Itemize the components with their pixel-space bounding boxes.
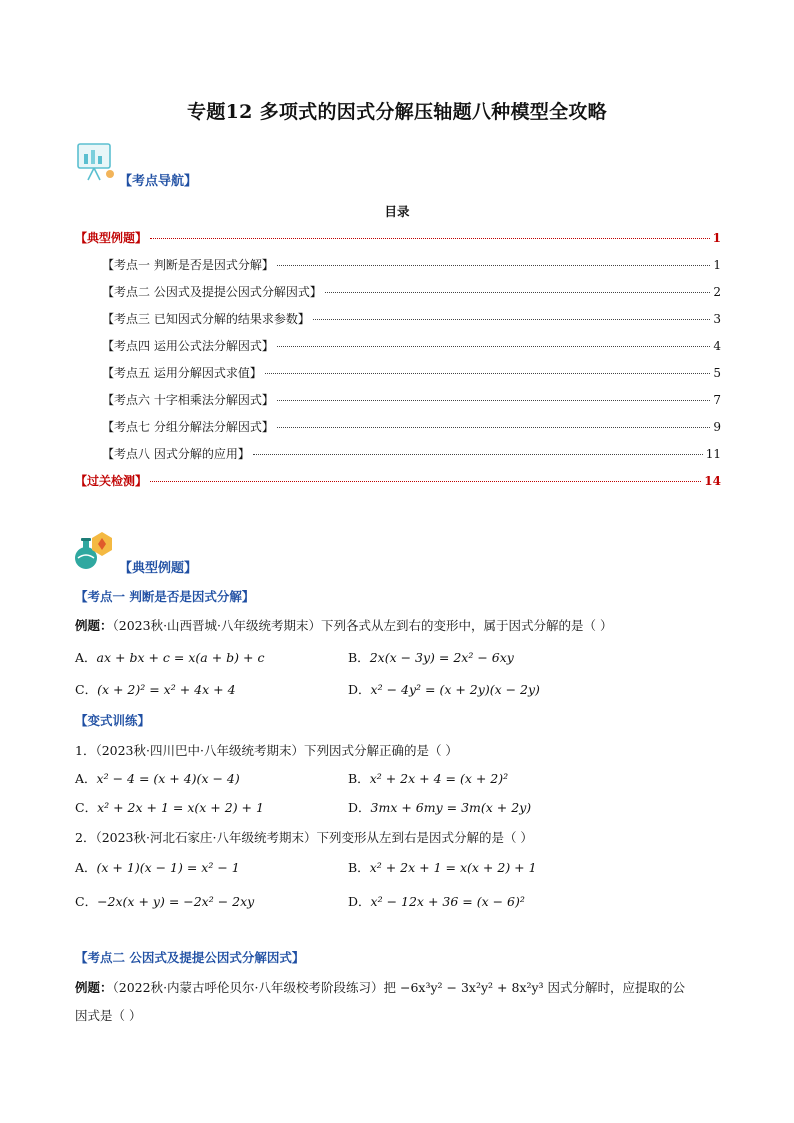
option-expression: x² + 2x + 1 = x(x + 2) + 1: [97, 800, 264, 815]
toc-page: 1: [713, 258, 721, 272]
toc-leader: [325, 292, 711, 293]
toc-row-topic-5[interactable]: [102, 364, 721, 380]
toc-leader: [277, 400, 711, 401]
option-expression: −2x(x + y) = −2x² − 2xy: [97, 894, 255, 909]
toc-label: 【考点五 运用分解因式求值】: [102, 366, 262, 380]
toc-label: 【考点一 判断是否是因式分解】: [102, 258, 274, 272]
q1-option-c[interactable]: [75, 798, 264, 816]
option-letter: A．: [75, 771, 97, 786]
toc-page: 4: [713, 339, 721, 353]
toc-row-topic-2[interactable]: [102, 283, 721, 299]
variant-question-1: 1．（2023秋·四川巴中·八年级统考期末）下列因式分解正确的是（ ）: [75, 743, 458, 758]
toc-page: 7: [713, 393, 721, 407]
example-question: （2023秋·山西晋城·八年级统考期末）下列各式从左到右的变形中，属于因式分解的是（ ）: [112, 618, 613, 633]
example-option-a[interactable]: [75, 648, 264, 666]
option-expression: x² − 4y² = (x + 2y)(x − 2y): [370, 682, 540, 697]
topic-2-example-cont: 因式是（ ）: [75, 1008, 142, 1023]
toc-page: 1: [712, 231, 721, 245]
example-option-c[interactable]: [75, 680, 236, 698]
toc-row-checkpoint[interactable]: [75, 472, 721, 488]
toc-row-topic-1[interactable]: [102, 256, 721, 272]
option-expression: x² + 2x + 4 = (x + 2)²: [369, 771, 509, 786]
option-letter: A．: [75, 650, 97, 665]
nav-header: 【考点导航】: [119, 174, 198, 189]
option-letter: D．: [348, 682, 371, 697]
example-header: 【典型例题】: [119, 561, 198, 576]
toc-leader: [150, 481, 701, 482]
toc-row-topic-8[interactable]: [102, 445, 721, 461]
topic-1-title: 【考点一 判断是否是因式分解】: [75, 589, 255, 604]
option-letter: B．: [348, 860, 370, 875]
q1-option-d[interactable]: [348, 798, 531, 816]
toc-title: 目录: [384, 204, 410, 219]
option-letter: C．: [75, 894, 98, 909]
q1-option-b[interactable]: [348, 769, 508, 787]
example-label: 例题：: [75, 980, 113, 995]
example-option-d[interactable]: [348, 680, 540, 698]
toc-row-topic-3[interactable]: [102, 310, 721, 326]
option-letter: D．: [348, 800, 371, 815]
toc-page: 14: [704, 474, 721, 488]
option-letter: A．: [75, 860, 97, 875]
presentation-board-icon: [74, 140, 116, 182]
q2-option-a[interactable]: [75, 858, 240, 876]
option-letter: C．: [75, 682, 98, 697]
option-expression: 3mx + 6my = 3m(x + 2y): [370, 800, 532, 815]
option-letter: B．: [348, 771, 370, 786]
example-label: 例题：: [75, 618, 113, 633]
option-letter: D．: [348, 894, 371, 909]
option-expression: 2x(x − 3y) = 2x² − 6xy: [369, 650, 514, 665]
toc-page: 9: [713, 420, 721, 434]
topic-2-example: [75, 978, 725, 996]
toc-label: 【过关检测】: [75, 474, 148, 488]
toc-leader: [265, 373, 711, 374]
toc-label: 【考点二 公因式及提提公因式分解因式】: [102, 285, 322, 299]
toc-row-topic-7[interactable]: [102, 418, 721, 434]
toc-page: 2: [713, 285, 721, 299]
toc-label: 【考点三 已知因式分解的结果求参数】: [102, 312, 310, 326]
q1-option-a[interactable]: [75, 769, 240, 787]
toc-label: 【考点六 十字相乘法分解因式】: [102, 393, 274, 407]
variant-question-2: 2．（2023秋·河北石家庄·八年级统考期末）下列变形从左到右是因式分解的是（ ）: [75, 830, 533, 845]
toc-leader: [313, 319, 711, 320]
q2-option-d[interactable]: [348, 892, 525, 910]
toc-row-examples[interactable]: [75, 229, 721, 245]
toc-leader: [253, 454, 703, 455]
option-expression: x² − 4 = (x + 4)(x − 4): [96, 771, 240, 786]
toc-leader: [277, 265, 711, 266]
toc-row-topic-6[interactable]: [102, 391, 721, 407]
toc-row-topic-4[interactable]: [102, 337, 721, 353]
q2-option-c[interactable]: [75, 892, 254, 910]
option-letter: B．: [348, 650, 370, 665]
option-expression: (x + 2)² = x² + 4x + 4: [97, 682, 236, 697]
topic-2-title: 【考点二 公因式及提提公因式分解因式】: [75, 950, 305, 965]
toc-leader: [277, 427, 711, 428]
toc-label: 【考点七 分组分解法分解因式】: [102, 420, 274, 434]
topic-1-example: [75, 616, 613, 634]
q2-option-b[interactable]: [348, 858, 537, 876]
option-letter: C．: [75, 800, 98, 815]
variant-header: 【变式训练】: [75, 713, 151, 728]
example-option-b[interactable]: [348, 648, 514, 666]
toc-label: 【典型例题】: [75, 231, 148, 245]
toc-page: 5: [713, 366, 721, 380]
option-expression: (x + 1)(x − 1) = x² − 1: [96, 860, 240, 875]
toc-leader: [277, 346, 711, 347]
option-expression: x² + 2x + 1 = x(x + 2) + 1: [369, 860, 537, 875]
page-title: 专题12 多项式的因式分解压轴题八种模型全攻略: [187, 101, 607, 123]
option-expression: ax + bx + c = x(a + b) + c: [96, 650, 265, 665]
toc-page: 11: [705, 447, 721, 461]
option-expression: x² − 12x + 36 = (x − 6)²: [370, 894, 525, 909]
example-question: （2022秋·内蒙古呼伦贝尔·八年级校考阶段练习）把 −6x³y² − 3x²y² + 8x²y³ 因式分解时，应提取的公: [112, 980, 686, 995]
toc-page: 3: [713, 312, 721, 326]
lab-flask-icon: [72, 528, 116, 572]
toc-leader: [150, 238, 710, 239]
toc-label: 【考点八 因式分解的应用】: [102, 447, 250, 461]
toc-label: 【考点四 运用公式法分解因式】: [102, 339, 274, 353]
